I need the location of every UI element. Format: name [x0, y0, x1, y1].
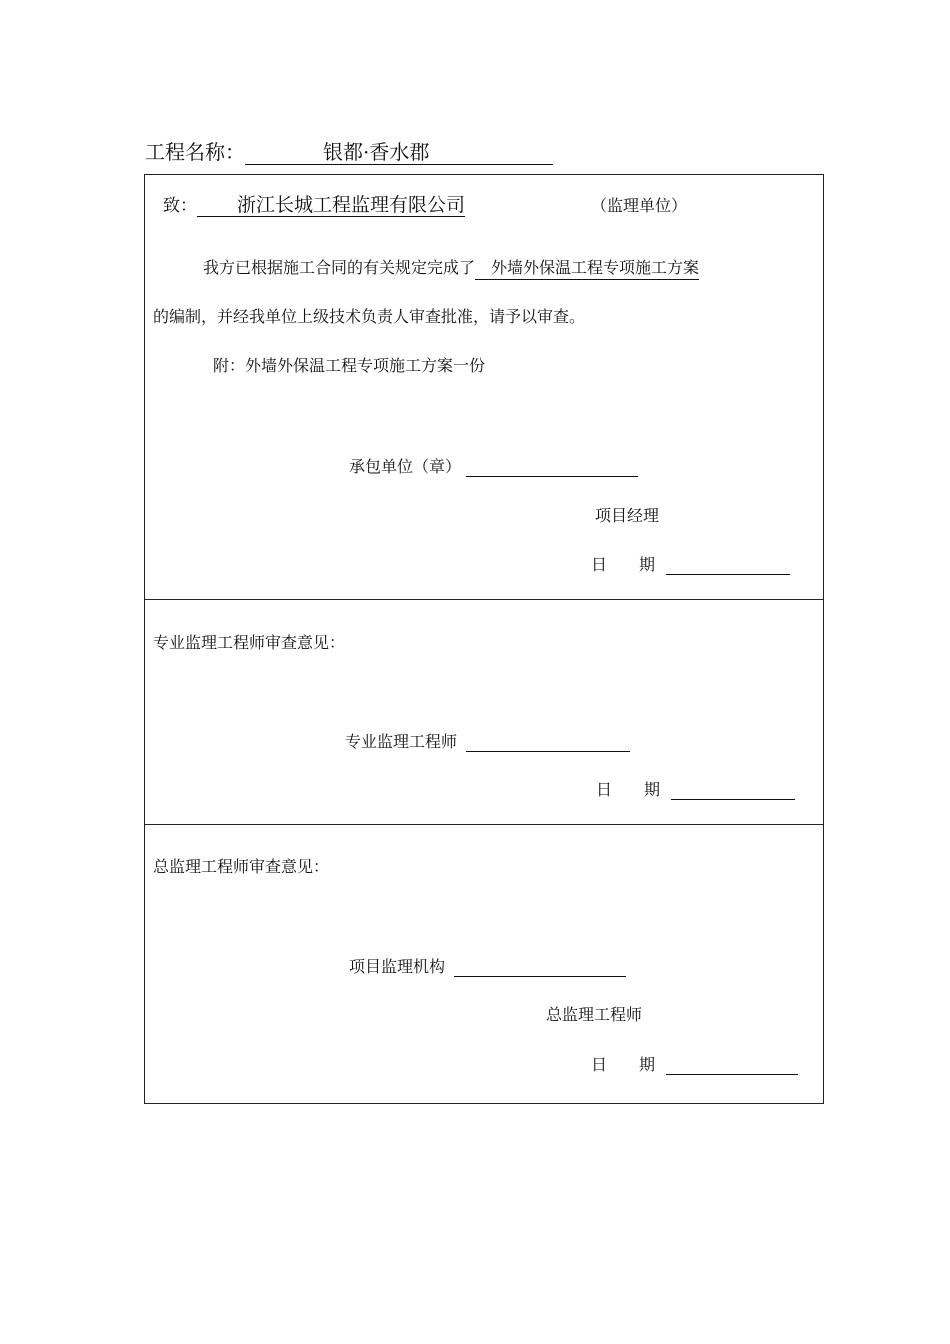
- specialist-date-label: 日 期: [596, 780, 661, 799]
- agency-label: 项目监理机构: [349, 957, 446, 976]
- contractor-label: 承包单位（章）: [349, 457, 462, 476]
- specialist-date-line: [671, 781, 795, 800]
- agency-signature-line: [454, 958, 626, 977]
- approval-form: [144, 174, 824, 1104]
- supervision-company: 浙江长城工程监理有限公司: [197, 194, 465, 217]
- specialist-opinion-label: 专业监理工程师审查意见：: [153, 633, 346, 652]
- body-line1-prefix: 我方已根据施工合同的有关规定完成了: [203, 258, 476, 277]
- chief-engineer-label: 总监理工程师: [546, 1005, 643, 1024]
- attachment-note: 附：外墙外保温工程专项施工方案一份: [213, 356, 486, 375]
- submission-date-row: [591, 552, 790, 575]
- specialist-date-row: [596, 777, 795, 800]
- contractor-sign-row: [349, 454, 638, 477]
- recipient-row: [163, 191, 465, 217]
- body-line-2: 的编制，并经我单位上级技术负责人审查批准，请予以审查。: [153, 307, 586, 326]
- to-label: 致：: [163, 196, 197, 216]
- specialist-signature-line: [466, 733, 630, 752]
- submission-date-label: 日 期: [591, 555, 656, 574]
- chief-opinion-label: 总监理工程师审查意见：: [153, 857, 330, 876]
- project-name-row: [145, 136, 553, 165]
- agency-sign-row: [349, 954, 626, 977]
- body-line-1: [203, 255, 699, 280]
- submission-date-line: [666, 556, 790, 575]
- project-name-value: 银都·香水郡: [245, 140, 553, 165]
- construction-plan-name: 外墙外保温工程专项施工方案: [475, 257, 699, 280]
- project-manager-label: 项目经理: [595, 506, 660, 525]
- specialist-engineer-label: 专业监理工程师: [345, 732, 458, 751]
- section-divider-2: [145, 824, 823, 825]
- section-divider-1: [145, 599, 823, 600]
- chief-date-line: [666, 1056, 798, 1075]
- project-name-label: 工程名称：: [145, 140, 245, 164]
- chief-date-label: 日 期: [591, 1055, 656, 1074]
- contractor-signature-line: [466, 458, 638, 477]
- supervision-unit-label: （监理单位）: [591, 196, 688, 215]
- specialist-sign-row: [345, 729, 630, 752]
- chief-date-row: [591, 1052, 798, 1075]
